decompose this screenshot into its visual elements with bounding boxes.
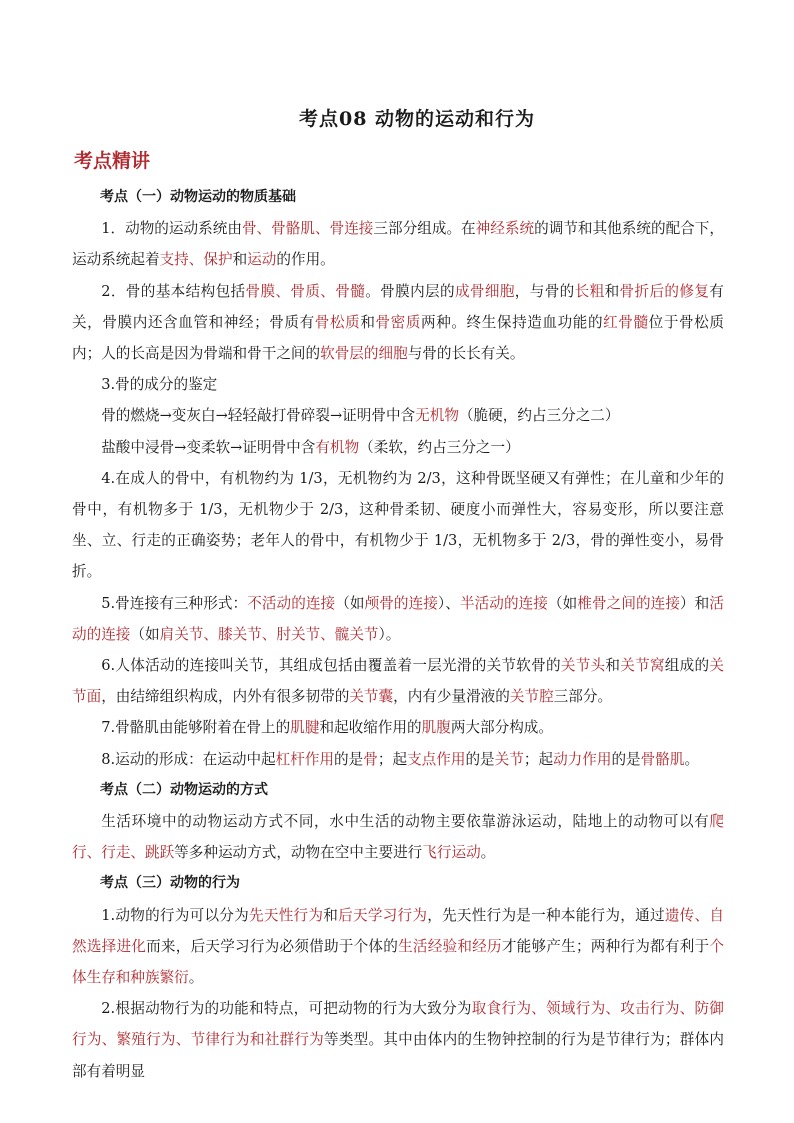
text-run: 2．骨的基本结构包括 xyxy=(101,282,246,300)
key-term: 爬行、行走、跳跃 xyxy=(72,813,724,862)
text-run: 2.根据动物行为的功能和特点，可把动物的行为大致分为 xyxy=(101,1000,472,1018)
key-term: 骨松质 xyxy=(314,313,361,331)
key-term: 骨骼肌 xyxy=(640,750,685,768)
key-term: 个体生存和种族繁衍 xyxy=(72,937,724,987)
key-term: 骨、骨骼肌、骨连接 xyxy=(241,220,374,238)
text-run: 盐酸中浸骨→变柔软→证明骨中含 xyxy=(101,438,316,456)
text-run: 8.运动的形成：在运动中起 xyxy=(101,750,276,768)
key-term: 无机物 xyxy=(415,407,459,425)
page-title: 考点08 动物的运动和行为 xyxy=(298,108,536,130)
key-term: 飞行运动 xyxy=(422,844,481,862)
paragraph xyxy=(72,806,724,868)
key-term: 支持、保护 xyxy=(159,251,233,269)
text-run: 等多种运动方式，动物在空中主要进行 xyxy=(174,844,423,862)
paragraph xyxy=(72,369,724,400)
key-term: 半活动的连接 xyxy=(459,594,548,612)
key-term: 肌腹 xyxy=(421,719,451,737)
key-term: 活动的连接 xyxy=(72,594,724,643)
text-run: 考点（一）动物运动的物质基础 xyxy=(100,189,296,205)
text-run: 和起收缩作用的 xyxy=(319,719,422,737)
text-run: ）、 xyxy=(437,594,460,612)
text-run: 三部分。 xyxy=(553,688,613,706)
text-run: 等类型。其中由体内的生物钟控制的行为是节律行为；群体内部有着明显 xyxy=(72,1031,724,1080)
paragraph xyxy=(72,276,724,370)
text-run: 5.骨连接有三种形式： xyxy=(101,594,248,612)
key-term: 颅骨的连接 xyxy=(364,594,438,612)
document-body xyxy=(72,182,724,1087)
paragraph xyxy=(72,463,724,588)
text-run: 生活环境中的动物运动方式不同，水中生活的动物主要依靠游泳运动，陆地上的动物可以有 xyxy=(101,813,710,831)
text-run: 有关，骨膜内还含血管和神经；骨质有 xyxy=(72,282,724,331)
key-term: 骨密质 xyxy=(375,313,422,331)
text-run: 和 xyxy=(323,906,339,924)
text-run: ，内有少量滑液的 xyxy=(393,688,510,706)
text-run: （如 xyxy=(130,625,160,643)
text-run: 。 xyxy=(684,750,700,768)
key-term: 软骨层的细胞 xyxy=(320,345,408,363)
text-run: 。骨膜内层的 xyxy=(365,282,455,300)
text-run: 1.动物的行为可以分为 xyxy=(101,906,250,924)
key-term: 支点作用 xyxy=(407,750,466,768)
key-term: 骨膜、骨质、骨髓 xyxy=(245,282,366,300)
text-run: ，先天性行为是一种本能行为，通过 xyxy=(427,906,665,924)
text-run: 6.人体活动的连接叫关节，其组成包括由覆盖着一层光滑的关节软骨的 xyxy=(101,657,561,675)
text-run: ，由结缔组织构成，内外有很多韧带的 xyxy=(101,688,350,706)
text-run: 的调节和其他系统的配合下，运动系统起着 xyxy=(72,220,724,269)
text-run: 。 xyxy=(480,844,496,862)
key-term: 运动 xyxy=(247,251,277,269)
key-term: 肌腱 xyxy=(290,719,320,737)
text-run: ；起 xyxy=(377,750,408,768)
key-term: 关节囊 xyxy=(349,688,394,706)
paragraph xyxy=(72,650,724,712)
text-run: （柔软，约占三分之一） xyxy=(359,438,520,456)
key-term: 遗传、自然选择进化 xyxy=(72,906,724,955)
key-term: 神经系统 xyxy=(475,220,535,238)
paragraph xyxy=(72,588,724,650)
text-run: 和 xyxy=(360,313,376,331)
text-run: （如 xyxy=(335,594,365,612)
text-run: 与骨的长长有关。 xyxy=(407,345,525,363)
text-run: 考点（三）动物的行为 xyxy=(100,875,240,892)
section-title: 考点精讲 xyxy=(74,150,151,172)
text-run: 7.骨骼肌由能够附着在骨上的 xyxy=(101,719,291,737)
key-term: 椎骨之间的连接 xyxy=(577,594,680,612)
key-term: 关节窝 xyxy=(620,657,665,675)
key-term: 关节头 xyxy=(560,657,606,675)
text-run: 的是 xyxy=(465,750,495,768)
key-term: 不活动的连接 xyxy=(247,594,336,612)
key-term: 取食行为、领域行为、攻击行为、防御行为、繁殖行为、节律行为和社群行为 xyxy=(72,1000,724,1049)
key-term: 骨 xyxy=(363,750,378,768)
text-run: （如 xyxy=(547,594,578,612)
text-run: 考点（二）动物运动的方式 xyxy=(100,781,268,798)
paragraph xyxy=(72,993,724,1087)
paragraph xyxy=(72,400,724,431)
key-term: 杠杆作用 xyxy=(275,750,335,768)
key-term: 肩关节、膝关节、肘关节、髋关节 xyxy=(159,625,379,643)
text-run: 骨的燃烧→变灰白→轻轻敲打骨碎裂→证明骨中含 xyxy=(101,407,416,425)
text-run: 而来，后天学习行为必须借助于个体的 xyxy=(146,937,399,955)
text-run: 和 xyxy=(232,251,248,269)
key-term: 先天性行为 xyxy=(249,906,324,924)
section-heading xyxy=(72,182,724,213)
text-run: 4.在成人的骨中，有机物约为 1/3，无机物约为 2/3，这种骨既坚硬又有弹性；在儿童和少年的骨中，有机物多于 1/3，无机物少于 2/3，这种骨柔韧、硬度小而弹性大，容易变形，所以要注意坐、立、行走的正确姿势；老年人的骨中，有机物少于 1/3，无机物多于 2/3，骨的弹性变小，易骨折。 xyxy=(72,469,724,581)
text-run: 1．动物的运动系统由 xyxy=(101,220,242,238)
key-term: 关节 xyxy=(494,750,524,768)
text-run: 两种。终生保持造血功能的 xyxy=(421,313,604,331)
text-run: ）和 xyxy=(680,594,710,612)
text-run: 的作用。 xyxy=(276,251,335,269)
key-term: 红骨髓 xyxy=(603,313,649,331)
text-run: （脆硬，约占三分之二） xyxy=(458,407,620,425)
text-run: 三部分组成。在 xyxy=(373,220,476,238)
text-run: ）。 xyxy=(378,625,401,643)
text-run: 和 xyxy=(604,282,620,300)
text-run: 的是 xyxy=(334,750,364,768)
text-run: 才能够产生；两种行为都有利于 xyxy=(501,937,710,955)
key-term: 有机物 xyxy=(315,438,360,456)
text-run: ；起 xyxy=(523,750,554,768)
paragraph xyxy=(72,900,724,994)
section-heading xyxy=(72,868,724,899)
section-heading xyxy=(72,775,724,806)
key-term: 动力作用 xyxy=(553,750,612,768)
paragraph xyxy=(72,432,724,463)
text-run: 组成的 xyxy=(664,657,710,675)
paragraph xyxy=(72,744,724,775)
text-run: 的是 xyxy=(611,750,641,768)
text-run: 和 xyxy=(605,657,621,675)
key-term: 关节腔 xyxy=(509,688,554,706)
paragraph xyxy=(72,213,724,275)
text-run: 3.骨的成分的鉴定 xyxy=(101,376,218,394)
text-run: 位于骨松质内；人的长高是因为骨端和骨干之间的 xyxy=(72,313,724,363)
text-run: 。 xyxy=(188,969,204,987)
key-term: 长粗 xyxy=(574,282,605,300)
key-term: 生活经验和经历 xyxy=(398,937,502,955)
key-term: 成骨细胞 xyxy=(454,282,515,300)
key-term: 关节面 xyxy=(72,657,724,706)
paragraph xyxy=(72,712,724,743)
key-term: 骨折后的修复 xyxy=(619,282,710,300)
text-run: ，与骨的 xyxy=(514,282,575,300)
text-run: 两大部分构成。 xyxy=(450,719,553,737)
key-term: 后天学习行为 xyxy=(338,906,428,924)
